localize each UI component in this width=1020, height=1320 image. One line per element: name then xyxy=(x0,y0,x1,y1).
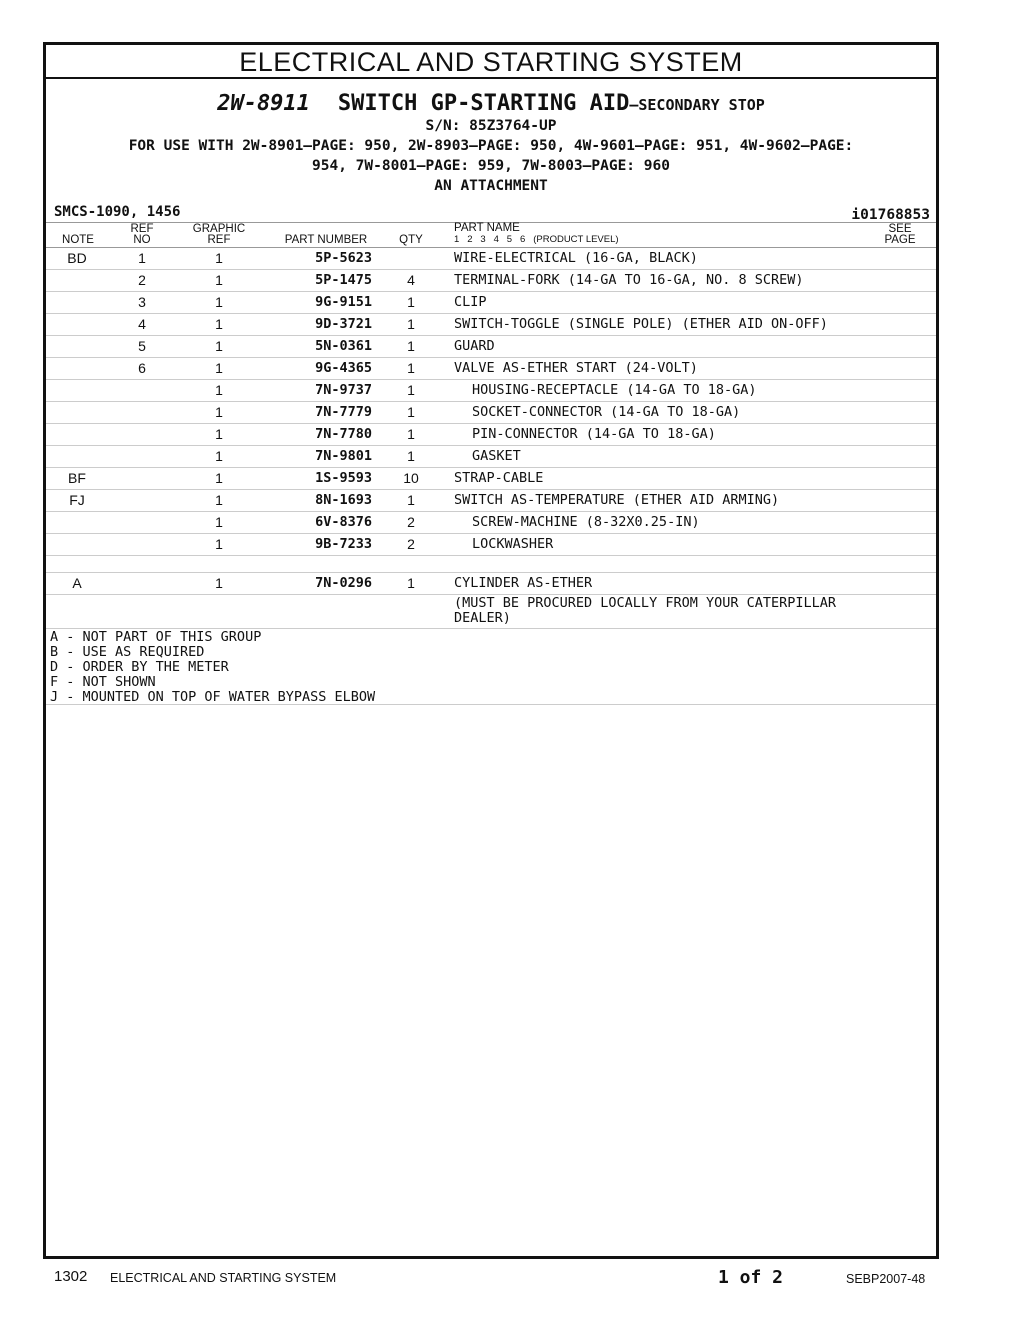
col-graphic-line1: GRAPHIC xyxy=(192,223,246,235)
note-code: BD xyxy=(67,250,87,266)
part-name: SWITCH AS-TEMPERATURE (ETHER AID ARMING) xyxy=(454,492,780,508)
quantity: 1 xyxy=(407,575,415,591)
part-name: LOCKWASHER xyxy=(472,536,554,552)
document-id: SEBP2007-48 xyxy=(846,1272,926,1286)
group-subtitle: —SECONDARY STOP xyxy=(629,96,765,114)
part-name: SWITCH-TOGGLE (SINGLE POLE) (ETHER AID ON-OFF) xyxy=(454,316,828,332)
ref-no: 6 xyxy=(138,360,146,376)
quantity: 1 xyxy=(407,492,415,508)
part-name: VALVE AS-ETHER START (24-VOLT) xyxy=(454,360,698,376)
col-qty: QTY xyxy=(399,234,423,246)
part-number: 8N-1693 xyxy=(315,492,372,508)
col-see-line2: PAGE xyxy=(884,234,916,246)
quantity: 10 xyxy=(403,470,419,486)
quantity: 1 xyxy=(407,448,415,464)
col-part-number: PART NUMBER xyxy=(284,234,368,246)
part-number: 7N-7780 xyxy=(315,426,372,442)
part-number: 7N-0296 xyxy=(315,575,372,591)
page-frame xyxy=(43,42,939,1259)
col-see-line1: SEE xyxy=(888,223,912,235)
part-number: 7N-9801 xyxy=(315,448,372,464)
part-number: 9D-3721 xyxy=(315,316,372,332)
part-number: 9G-9151 xyxy=(315,294,372,310)
table-row xyxy=(46,573,936,595)
serial-range: S/N: 85Z3764-UP xyxy=(425,118,557,134)
table-row xyxy=(46,468,936,490)
part-name: SOCKET-CONNECTOR (14-GA TO 18-GA) xyxy=(472,404,741,420)
graphic-ref: 1 xyxy=(215,426,223,442)
parts-list xyxy=(46,248,936,556)
page-footer xyxy=(0,1266,1020,1290)
graphic-ref: 1 xyxy=(215,536,223,552)
note-code: FJ xyxy=(69,492,85,508)
part-number: 5N-0361 xyxy=(315,338,372,354)
quantity: 1 xyxy=(407,404,415,420)
graphic-ref: 1 xyxy=(215,294,223,310)
part-number: 5P-1475 xyxy=(315,272,372,288)
graphic-ref: 1 xyxy=(215,470,223,486)
table-row xyxy=(46,512,936,534)
quantity: 1 xyxy=(407,294,415,310)
note-definition: J - MOUNTED ON TOP OF WATER BYPASS ELBOW xyxy=(50,689,376,705)
part-name: HOUSING-RECEPTACLE (14-GA TO 18-GA) xyxy=(472,382,757,398)
ref-no: 5 xyxy=(138,338,146,354)
graphic-ref: 1 xyxy=(215,338,223,354)
table-row xyxy=(46,490,936,512)
quantity: 4 xyxy=(407,272,415,288)
col-graphic-line2: REF xyxy=(207,234,231,246)
smcs-row xyxy=(46,202,936,223)
graphic-ref: 1 xyxy=(215,514,223,530)
for-use-line-2: 954, 7W-8001—PAGE: 959, 7W-8003—PAGE: 960 xyxy=(312,158,670,174)
column-headers xyxy=(46,223,936,248)
note-code: BF xyxy=(68,470,86,486)
part-name: STRAP-CABLE xyxy=(454,470,544,486)
graphic-ref: 1 xyxy=(215,492,223,508)
col-product-levels: 1 2 3 4 5 6 (PRODUCT LEVEL) xyxy=(454,234,619,245)
table-row xyxy=(46,424,936,446)
part-number: 6V-8376 xyxy=(315,514,372,530)
ref-no: 2 xyxy=(138,272,146,288)
part-name: SCREW-MACHINE (8-32X0.25-IN) xyxy=(472,514,700,530)
part-name: WIRE-ELECTRICAL (16-GA, BLACK) xyxy=(454,250,698,266)
ref-no: 3 xyxy=(138,294,146,310)
quantity: 1 xyxy=(407,360,415,376)
part-name: TERMINAL-FORK (14-GA TO 16-GA, NO. 8 SCREW) xyxy=(454,272,804,288)
part-number: 7N-9737 xyxy=(315,382,372,398)
col-part-name: PART NAME xyxy=(454,222,520,234)
part-number: 1S-9593 xyxy=(315,470,372,486)
group-title xyxy=(46,91,936,116)
part-number: 9G-4365 xyxy=(315,360,372,376)
quantity: 2 xyxy=(407,536,415,552)
page-number: 1302 xyxy=(54,1268,88,1285)
table-row xyxy=(46,248,936,270)
quantity: 1 xyxy=(407,382,415,398)
graphic-ref: 1 xyxy=(215,250,223,266)
group-heading xyxy=(46,91,936,196)
page-of: 1 of 2 xyxy=(718,1267,784,1288)
notes-legend xyxy=(46,629,936,705)
table-row xyxy=(46,402,936,424)
graphic-ref: 1 xyxy=(215,272,223,288)
ref-no: 4 xyxy=(138,316,146,332)
smcs-code: SMCS-1090, 1456 xyxy=(54,204,181,220)
group-number: 2W-8911 xyxy=(217,91,310,116)
table-row xyxy=(46,270,936,292)
quantity: 1 xyxy=(407,316,415,332)
table-row xyxy=(46,314,936,336)
graphic-ref: 1 xyxy=(215,404,223,420)
graphic-ref: 1 xyxy=(215,316,223,332)
part-name: CLIP xyxy=(454,294,487,310)
illustration-id: i01768853 xyxy=(851,207,930,223)
footer-title: ELECTRICAL AND STARTING SYSTEM xyxy=(110,1271,337,1285)
col-note: NOTE xyxy=(62,234,94,246)
part-number: 7N-7779 xyxy=(315,404,372,420)
quantity: 1 xyxy=(407,338,415,354)
col-ref-line2: NO xyxy=(133,234,151,246)
table-row xyxy=(46,358,936,380)
for-use-line-1: FOR USE WITH 2W-8901—PAGE: 950, 2W-8903—PAGE: 950, 4W-9601—PAGE: 951, 4W-9602—PAGE: xyxy=(128,138,854,154)
part-name: GUARD xyxy=(454,338,495,354)
part-number: 9B-7233 xyxy=(315,536,372,552)
part-number: 5P-5623 xyxy=(315,250,372,266)
note-definition: F - NOT SHOWN xyxy=(50,674,156,690)
table-row xyxy=(46,336,936,358)
table-row xyxy=(46,534,936,556)
graphic-ref: 1 xyxy=(215,448,223,464)
table-row xyxy=(46,380,936,402)
spacer-row xyxy=(46,556,936,573)
col-ref-line1: REF xyxy=(130,223,154,235)
part-remark: (MUST BE PROCURED LOCALLY FROM YOUR CATERPILLAR DEALER) xyxy=(454,595,837,626)
ref-no: 1 xyxy=(138,250,146,266)
part-name: PIN-CONNECTOR (14-GA TO 18-GA) xyxy=(472,426,716,442)
quantity: 2 xyxy=(407,514,415,530)
note-definition: A - NOT PART OF THIS GROUP xyxy=(50,629,262,645)
table-row xyxy=(46,446,936,468)
part-name: CYLINDER AS-ETHER xyxy=(454,575,593,591)
note-definition: D - ORDER BY THE METER xyxy=(50,659,229,675)
group-name: SWITCH GP-STARTING AID xyxy=(337,91,630,116)
graphic-ref: 1 xyxy=(215,382,223,398)
part-name: GASKET xyxy=(472,448,521,464)
attachment-label: AN ATTACHMENT xyxy=(434,178,548,194)
note-definition: B - USE AS REQUIRED xyxy=(50,644,205,660)
section-title: ELECTRICAL AND STARTING SYSTEM xyxy=(46,45,936,79)
cylinder-block xyxy=(46,573,936,629)
note-code: A xyxy=(72,575,82,591)
graphic-ref: 1 xyxy=(215,360,223,376)
quantity: 1 xyxy=(407,426,415,442)
table-row xyxy=(46,292,936,314)
graphic-ref: 1 xyxy=(215,575,223,591)
table-row-remark xyxy=(46,595,936,629)
